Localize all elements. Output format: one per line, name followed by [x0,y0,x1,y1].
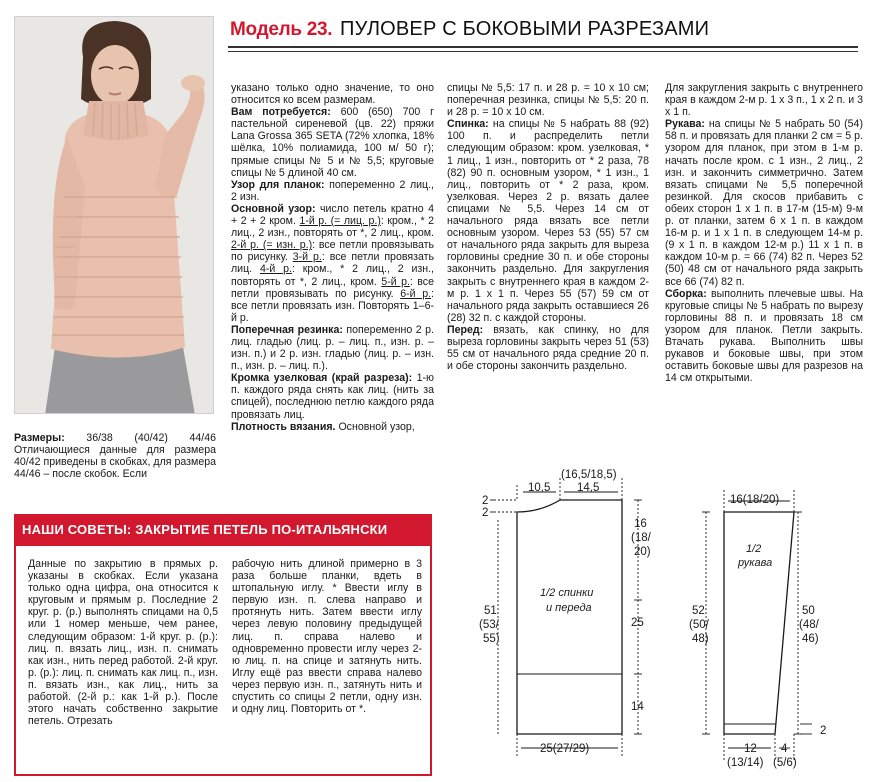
model-name: ПУЛОВЕР С БОКОВЫМИ РАЗРЕЗАМИ [340,18,710,40]
dim-neck-b: 2 [482,507,489,519]
row-5-text: : все петли провязывать по рисунку. [231,275,434,300]
front-label: Перед: [447,323,484,336]
dim-sleeve-top: 16(18/20) [730,494,780,506]
back-label: Спинка: [447,118,489,131]
rounding-text: Для закругления закрыть с внутреннего края в каждом 2-м р. 1 х 3 п., 1 х 2 п. и 3 х 1 п. [665,82,864,119]
body-label-a: 1/2 спинки [540,587,594,599]
row-4-label: 4-й р. [259,263,292,276]
row-5-label: 5-й р. [381,275,410,288]
placket-label: Узор для планок: [231,178,325,191]
dim-sleeve-right-c: 46) [802,633,819,645]
dim-sleeve-right-b: (48/ [799,619,819,631]
model-number: Модель 23. [230,19,333,40]
rib-label: Поперечная резинка: [231,323,343,336]
dim-side-left-c: 55) [483,633,500,645]
dim-right-bot: 14 [631,701,644,713]
sleeve-label-a: 1/2 [746,543,762,555]
main-pattern-text: число петель кратно 4 + 2 + 2 кром. [231,202,434,228]
dim-top-left: 10,5 [528,482,551,494]
sleeves-text: на спицы № 5 набрать 50 (54) 58 п. и провязать для планки 2 см = 5 р. узором для планок, при этом в 1-м р. начать после кром. с 1 изн., 2 лиц., 2 изн. и закончить симметрично. Затем вязать спицами № 5,5 поперечной резинкой. Для скосов прибавить с обеих сторон 1 х 1 п. в 17-м (15-м) 9-м р. от планки, затем 6 х 1 п. в каждом 16-м р. и 1 х 1 п. в следующем 14-м р. (9 х 1 п. в каждом 12-м р.) 11 х 1 п. в каждом 10-м р. = 66 (74) 82 п. Через 52 (50) 48 см от начального ряда закрыть все 66 (74) 82 п. [665,118,863,288]
dim-side-left-b: (53/ [479,619,499,631]
edge-label: Кромка узелковая (край разреза): [231,372,413,385]
rib-text: попеременно 2 р. лиц. гладью (лиц. р. – лиц. п., изн. р. – изн. п.) и 2 р. изн. гладью (лиц. р. – изн. п., изн. р. – лиц. п.). [231,323,434,373]
dim-right-top-a: 16 [634,518,647,530]
main-pattern-label: Основной узор: [231,202,316,215]
back-text: на спицы № 5 набрать 88 (92) 100 п. и распределить петли следующим образом: кром. узелковая, * 1 лиц., 1 изн., повторить от * 2 раза, 78 (82) 90 п. основным узором, * 1 изн., 1 лиц., повторить от * 2 раза, кром. узелковая. Через 2 р. вязать далее спицами № 5,5. Через 14 см от начального ряда вязать все петли основным узором. Через 53 (55) 57 см от начального ряда закрыть для выреза горловины средние 30 п. и обе стороны закончить раздельно. Для закругления закрыть с внутреннего края в каждом 2-м р. 1 х 1 п. Через 55 (57) 59 см от начального ряда закрыть оставшиеся 26 (28) 32 п. с каждой стороны. [447,118,649,324]
edge-text: 1-ю п. каждого ряда снять как лиц. (нить за спицей), последнюю петлю каждого ряда провязать лиц. [231,372,434,421]
dim-sleeve-left-b: (50/ [689,619,709,631]
dim-sleeve-bottom-b: (13/14) [727,757,764,769]
sleeve-schematic [702,490,812,760]
dim-side-left-a: 51 [484,605,497,617]
advice-column-1: Данные по закрытию в прямых р. указаны в скобках. Если указана только одна цифра, она относится к круговым и прямым р. Последние 2 круг. р. (р.) выполнять спицами на 0,5 или 1 номер меньше, чем ранее, следующим образом: 1-й круг. р. (р.): лиц. п. вязать лиц., изн. п. снимать как изн., нить перед работой. 2-й круг. р. (р.): лиц. п. снимать как лиц. п., изн. п. вязать изн., как лиц., нить за работой. (2-й р.: как 1-й р.). После этого начать собственно закрытие петель. Отрезать [28,558,218,728]
sleeves-label: Рукава: [665,118,705,131]
gauge-label: Плотность вязания. [231,420,336,433]
row-3-text: : все петли провязать лиц. [231,251,434,276]
row-1-label: 1-й р. (= лиц. р.) [299,215,381,228]
advice-column-2: рабочую нить длиной примерно в 3 раза больше планки, вдеть в штопальную иглу. * Ввести иглу в первую изн. п. слева направо и протянуть нить. Затем ввести иглу через левую половину предыдущей лиц. п. справа налево и одновременно провести иглу через 2-ю лиц. п. на спице и затянуть нить. Иглу ещё раз ввести справа налево через первую изн. п., затянуть нить и спустить со спицы 2 петли, одну изн. и одну лиц. Повторить от *. [232,558,422,716]
materials-label: Вам потребуется: [231,106,331,119]
dim-neck-a: 2 [482,495,489,507]
sleeve-label-b: рукава [738,557,773,569]
dim-top-right-b: 14,5 [577,482,600,494]
body-schematic [490,478,642,756]
materials-text: 600 (650) 700 г пастельной сиреневой (цв. 22) пряжи Lana Grossa 365 SETA (72% хлопка, 18% шёлка, 10% полиамида, 100 м/ 50 г); прямые спицы № 5 и № 5,5; круговые спицы № 5 длиной 40 см. [231,106,435,179]
row-4-text: : кром., * 2 лиц., 2 изн., повторять от *, 2 лиц., кром. [231,263,434,288]
body-label-b: и переда [546,602,592,614]
gauge-continued: спицы № 5,5: 17 п. и 28 р. = 10 х 10 см; поперечная резинка, спицы № 5,5: 20 п. и 28 р. = 10 х 10 см. [447,82,649,119]
row-6-label: 6-й р. [400,287,432,300]
assembly-text: выполнить плечевые швы. На круговые спицы № 5 набрать по вырезу горловины 88 п. и провязать 18 см узором для планок. Петли закрыть. Втачать рукава. Выполнить швы рукавов и боковые швы, при этом оставить боковые швы для разрезов на 14 см открытыми. [665,287,863,385]
row-2-label: 2-й р. (= изн. р.) [231,239,313,252]
dim-top-right-a: (16,5/18,5) [561,469,617,481]
row-2-text: : все петли провязывать по рисунку. [231,239,434,264]
dim-right-top-b: (18/ [631,532,651,544]
sizes-label: Размеры: [14,432,65,444]
intro-text: указано только одно значение, то оно относится ко всем размерам. [231,82,434,107]
assembly-label: Сборка: [665,287,707,300]
dim-sleeve-cuff: 2 [820,725,827,737]
dim-sleeve-bottom-a: 12 [744,743,757,755]
dim-bottom: 25(27/29) [540,743,590,755]
row-6-text: : все петли провязать изн. Повторять 1–6-й р. [231,287,434,324]
dim-sleeve-left-a: 52 [692,605,705,617]
sizes-text: 36/38 (40/42) 44/46 Отличающиеся данные для размера 40/42 приведены в скобках, для размера 44/46 – после скобок. Если [14,432,216,481]
dim-sleeve-bottom-c: 4 [781,743,788,755]
front-text: вязать, как спинку, но для выреза горловины закрыть через 51 (53) 55 см от начального ряда средние 20 п. и обе стороны закончить раздельно. [447,323,649,373]
advice-header-text: НАШИ СОВЕТЫ: ЗАКРЫТИЕ ПЕТЕЛЬ ПО-ИТАЛЬЯНСКИ [22,522,388,537]
placket-text: попеременно 2 лиц., 2 изн. [231,178,434,203]
row-1-text: : кром., * 2 лиц., 2 изн., повторять от *, 2 лиц., кром. [231,215,434,240]
row-3-label: 3-й р. [292,251,322,264]
gauge-text: Основной узор, [338,420,415,433]
dim-sleeve-left-c: 48) [692,633,709,645]
dim-sleeve-right-a: 50 [802,605,815,617]
dim-right-top-c: 20) [634,546,651,558]
dim-sleeve-bottom-d: (5/6) [773,757,797,769]
dim-right-mid: 25 [631,617,644,629]
